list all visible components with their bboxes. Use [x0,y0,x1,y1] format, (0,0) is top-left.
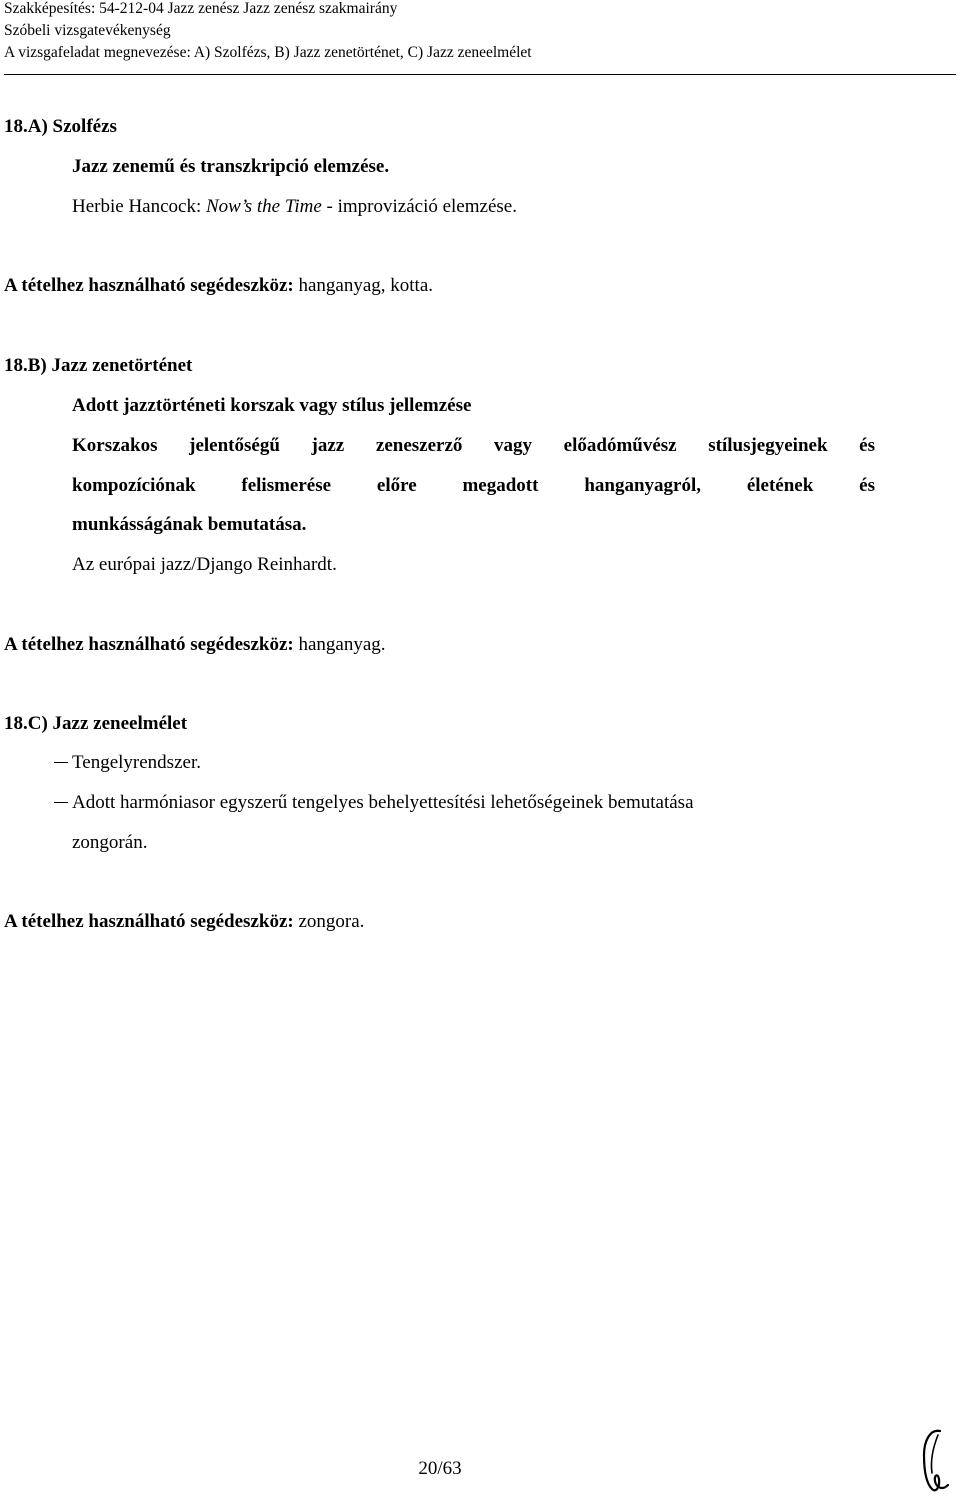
dash-bullet-icon [54,802,68,803]
section-b-heading: 18.B) Jazz zenetörténet [4,355,193,376]
section-a-heading: 18.A) Szolfézs [4,116,117,137]
header-divider [4,74,956,75]
section-b-topic: Az európai jazz/Django Reinhardt. [72,554,337,575]
section-a-task: Jazz zenemű és transzkripció elemzése. [72,156,390,177]
section-c-item1: Tengelyrendszer. [54,752,201,774]
section-b-paragraph-line2: kompozíciónak felismerése előre megadott hanganyagról, életének és [72,475,875,496]
section-b-paragraph-line3: munkásságának bemutatása. [72,514,307,535]
section-c-heading: 18.C) Jazz zeneelmélet [4,713,188,734]
section-b-subheading: Adott jazztörténeti korszak vagy stílus jellemzése [72,395,472,416]
section-b-tools: A tételhez használható segédeszköz: hanganyag. [4,634,386,655]
section-c-item2-continuation: zongorán. [72,832,148,853]
dash-bullet-icon [54,762,68,763]
header-task-name: A vizsgafeladat megnevezése: A) Szolfézs, B) Jazz zenetörténet, C) Jazz zeneelmélet [4,44,532,61]
header-exam-activity: Szóbeli vizsgatevékenység [4,22,171,39]
header-qualification: Szakképesítés: 54-212-04 Jazz zenész Jazz zenész szakmairány [4,0,398,17]
section-c-item2: Adott harmóniasor egyszerű tengelyes behelyettesítési lehetőségeinek bemutatása [54,792,694,814]
section-c-tools: A tételhez használható segédeszköz: zongora. [4,911,365,932]
page-number: 20/63 [418,1458,462,1479]
section-a-detail: Herbie Hancock: Now’s the Time - improvizáció elemzése. [72,196,517,217]
signature-icon [918,1425,952,1497]
section-b-paragraph-line1: Korszakos jelentőségű jazz zeneszerző vagy előadóművész stílusjegyeinek és [72,435,875,456]
section-a-tools: A tételhez használható segédeszköz: hanganyag, kotta. [4,275,434,296]
